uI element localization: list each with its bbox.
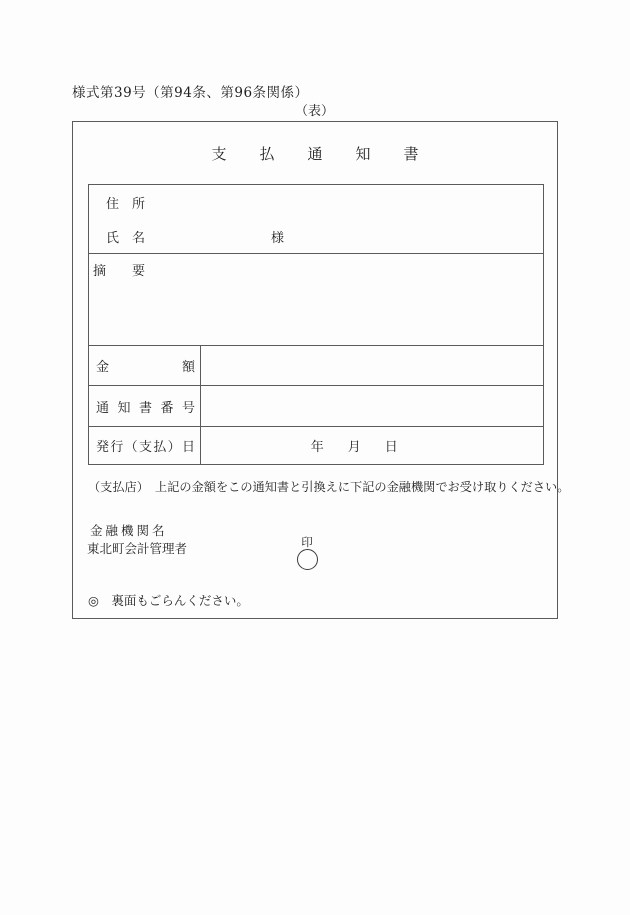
name-line xyxy=(106,227,284,246)
issue-date-value-cell xyxy=(201,427,543,464)
issue-date-label-cell xyxy=(89,427,201,464)
amount-value-cell xyxy=(201,346,543,385)
seal-circle-icon xyxy=(297,549,318,570)
summary-label: 摘要 xyxy=(93,264,145,279)
amount-label-cell xyxy=(89,346,201,385)
form-title: 支払通知書 xyxy=(211,145,452,163)
summary-section xyxy=(89,253,543,345)
amount-row xyxy=(89,345,543,385)
back-note: ◎ 裏面もごらんください。 xyxy=(88,593,249,608)
page-side-label: （表） xyxy=(294,104,334,119)
address-line xyxy=(106,193,145,212)
issue-date-label: 発行（支払）日 xyxy=(96,440,195,455)
payment-notice-form xyxy=(72,121,570,619)
issuer-name: 東北町会計管理者 xyxy=(87,541,188,556)
date-placeholder: 年 月 日 xyxy=(310,440,404,455)
recipient-section xyxy=(89,185,543,253)
address-label: 住 所 xyxy=(106,197,146,212)
payment-instruction: （支払店） 上記の金額をこの通知書と引換えに下記の金融機関でお受け取りください。 xyxy=(88,480,570,494)
bank-name-label: 金融機関名 xyxy=(90,523,168,538)
seal-mark xyxy=(293,537,321,570)
notice-number-label: 通知書番号 xyxy=(96,400,195,416)
honorific-label: 様 xyxy=(271,231,285,246)
notice-number-value-cell xyxy=(201,386,543,426)
form-table xyxy=(88,184,544,465)
seal-character: 印 xyxy=(301,535,313,549)
amount-label: 金額 xyxy=(96,360,195,375)
issue-date-row xyxy=(89,426,543,464)
form-number: 様式第39号（第94条、第96条関係） xyxy=(72,85,309,101)
notice-number-row xyxy=(89,385,543,426)
notice-number-label-cell xyxy=(89,386,201,426)
name-label: 氏 名 xyxy=(106,231,146,246)
